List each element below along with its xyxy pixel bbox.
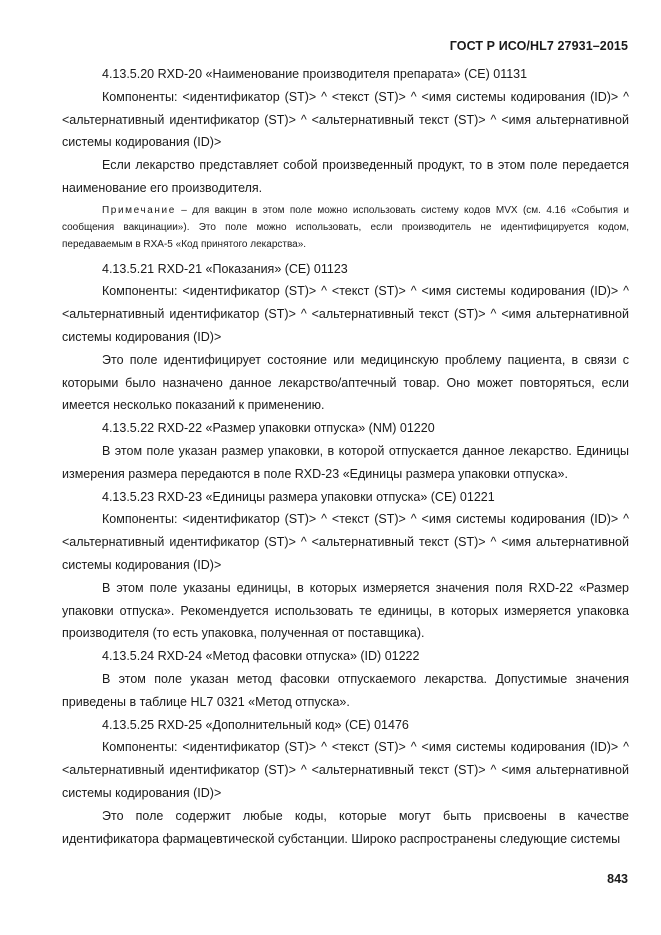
note-text: – для вакцин в этом поле можно использовать систему кодов MVX (см. 4.16 «События и сообщения вакцинации»). Это поле можно использовать, если производитель не идентифицируется кодом, передаваемым в RXA-5 «Код принятого лекарства». xyxy=(62,204,629,251)
paragraph: Компоненты: <идентификатор (ST)> ^ <текст (ST)> ^ <имя системы кодирования (ID)> ^ <альтернативный идентификатор (ST)> ^ <альтернативный текст (ST)> ^ <имя альтернативной системы кодирования (ID)> xyxy=(62,740,629,800)
paragraph: В этом поле указан метод фасовки отпускаемого лекарства. Допустимые значения приведены в таблице HL7 0321 «Метод отпуска». xyxy=(62,672,629,709)
paragraph: В этом поле указаны единицы, в которых измеряется значения поля RXD-22 «Размер упаковки отпуска». Рекомендуется использовать те единицы, в которых измеряется упаковка производителя (то есть упаковка, полученная от поставщика). xyxy=(62,580,629,641)
document-header: ГОСТ Р ИСО/HL7 27931–2015 xyxy=(449,39,628,53)
note-paragraph xyxy=(62,202,629,254)
paragraph: Это поле идентифицирует состояние или медицинскую проблему пациента, в связи с которыми было назначено данное лекарство/аптечный товар. Оно может повторяться, если имеется несколько показаний к применению. xyxy=(62,352,629,413)
paragraph: Компоненты: <идентификатор (ST)> ^ <текст (ST)> ^ <имя системы кодирования (ID)> ^ <альтернативный идентификатор (ST)> ^ <альтернативный текст (ST)> ^ <имя альтернативной системы кодирования (ID)> xyxy=(62,89,629,150)
paragraph: Компоненты: <идентификатор (ST)> ^ <текст (ST)> ^ <имя системы кодирования (ID)> ^ <альтернативный идентификатор (ST)> ^ <альтернативный текст (ST)> ^ <имя альтернативной системы кодирования (ID)> xyxy=(62,512,629,573)
paragraph: Если лекарство представляет собой произведенный продукт, то в этом поле передается наименование его производителя. xyxy=(62,158,629,195)
paragraph: Это поле содержит любые коды, которые могут быть присвоены в качестве идентификатора фармацевтической субстанции. Широко распространены следующие системы xyxy=(62,808,629,846)
note-label: Примечание xyxy=(102,204,176,216)
section-heading: 4.13.5.25 RXD-25 «Дополнительный код» (CE) 01476 xyxy=(102,717,409,732)
section-heading: 4.13.5.22 RXD-22 «Размер упаковки отпуска» (NM) 01220 xyxy=(102,421,435,436)
section-heading: 4.13.5.21 RXD-21 «Показания» (CE) 01123 xyxy=(102,261,348,276)
section-heading: 4.13.5.20 RXD-20 «Наименование производителя препарата» (CE) 01131 xyxy=(102,67,528,81)
document-body xyxy=(62,63,629,850)
paragraph: В этом поле указан размер упаковки, в которой отпускается данное лекарство. Единицы измерения размера передаются в поле RXD-23 «Единицы размера упаковки отпуска». xyxy=(62,444,629,481)
section-heading: 4.13.5.24 RXD-24 «Метод фасовки отпуска» (ID) 01222 xyxy=(102,649,420,664)
paragraph: Компоненты: <идентификатор (ST)> ^ <текст (ST)> ^ <имя системы кодирования (ID)> ^ <альтернативный идентификатор (ST)> ^ <альтернативный текст (ST)> ^ <имя альтернативной системы кодирования (ID)> xyxy=(62,284,629,345)
page-number: 843 xyxy=(607,872,628,886)
section-heading: 4.13.5.23 RXD-23 «Единицы размера упаковки отпуска» (CE) 01221 xyxy=(102,489,495,504)
